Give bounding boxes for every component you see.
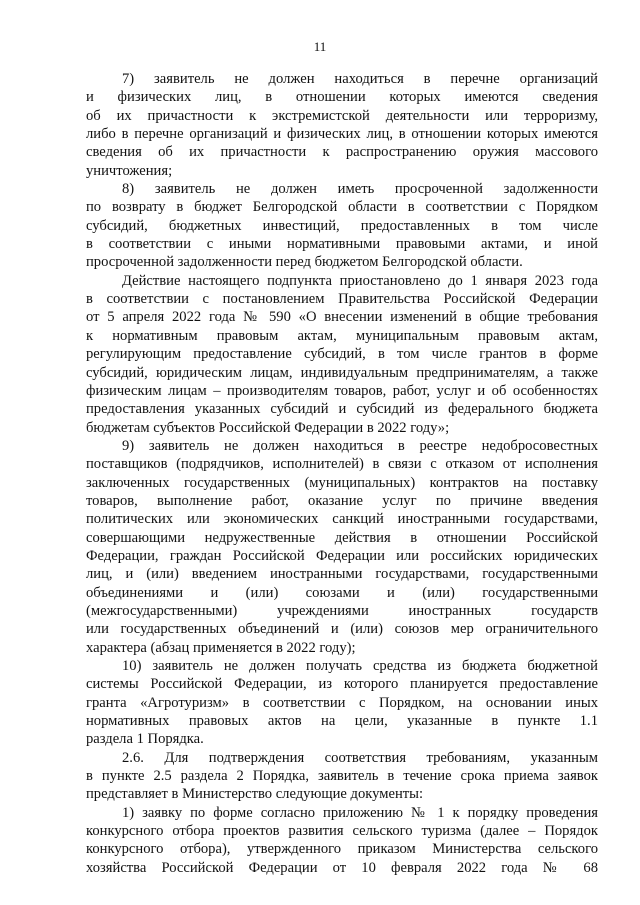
- page-number: 11: [313, 39, 327, 54]
- text-line: субсидий, юридическим лицам, индивидуальным предпринимателям, а также: [86, 364, 598, 381]
- text-line: гранта «Агротуризм» в соответствии с Порядком, на основании иных: [86, 694, 598, 711]
- text-line: предоставления указанных субсидий и субсидий из федерального бюджета: [86, 401, 598, 418]
- text-line: в соответствии с иными нормативными правовыми актами, и иной: [86, 236, 598, 253]
- text-line: конкурсного отбора проектов развития сельского туризма (далее – Порядок: [86, 823, 598, 840]
- text-line: заключенных государственных (муниципальных) контрактов на поставку: [86, 474, 598, 491]
- text-line: либо в перечне организаций и физических лиц, в отношении которых имеются: [86, 126, 598, 143]
- text-line: совершающими недружественные действия в отношении Российской: [86, 529, 598, 546]
- text-line: Действие настоящего подпункта приостановлено до 1 января 2023 года: [122, 272, 598, 289]
- text-line: 10) заявитель не должен получать средства из бюджета бюджетной: [122, 658, 598, 674]
- text-line: 2.6. Для подтверждения соответствия требованиям, указанным: [122, 749, 598, 766]
- text-line: лиц, и (или) введением иностранными государствами, государственными: [86, 566, 598, 583]
- text-line: системы Российской Федерации, из которого планируется предоставление: [86, 676, 598, 693]
- text-line: 8) заявитель не должен иметь просроченной задолженности: [122, 181, 598, 198]
- text-line: субсидий, бюджетных инвестиций, предоставленных в том числе: [86, 217, 598, 234]
- text-line: или государственных объединений и (или) союзов мер ограничительного: [86, 621, 598, 638]
- text-line: раздела 1 Порядка.: [86, 731, 204, 748]
- text-line: и физических лиц, в отношении которых имеются сведения: [86, 89, 598, 106]
- text-line: 9) заявитель не должен находиться в реестре недобросовестных: [122, 437, 598, 454]
- text-line: представляет в Министерство следующие документы:: [86, 786, 424, 803]
- text-line: от 5 апреля 2022 года № 590 «О внесении изменений в общие требования: [86, 309, 598, 326]
- text-line: по возврату в бюджет Белгородской области в соответствии с Порядком: [86, 199, 598, 216]
- text-line: поставщиков (подрядчиков, исполнителей) в связи с отказом от исполнения: [86, 456, 598, 473]
- text-line: (межгосударственными) учреждениями иностранных государств: [86, 602, 598, 619]
- text-line: к нормативным правовым актам, муниципальным правовым актам,: [86, 327, 598, 344]
- text-line: в пункте 2.5 раздела 2 Порядка, заявитель в течение срока приема заявок: [86, 768, 598, 785]
- text-line: Федерации, граждан Российской Федерации или российских юридических: [86, 547, 598, 564]
- text-line: 1) заявку по форме согласно приложению № 1 к порядку проведения: [122, 804, 598, 821]
- text-line: в соответствии с постановлением Правительства Российской Федерации: [86, 291, 598, 308]
- text-line: товаров, выполнение работ, оказание услуг по причине введения: [86, 492, 598, 509]
- text-line: физическим лицам – производителям товаров, работ, услуг и об особенностях: [86, 382, 598, 399]
- text-line: регулирующим предоставление субсидий, в том числе грантов в форме: [86, 346, 598, 363]
- text-line: 7) заявитель не должен находиться в перечне организаций: [122, 71, 598, 87]
- text-line: объединениями и (или) союзами и (или) государственными: [86, 584, 598, 601]
- text-line: просроченной задолженности перед бюджетом Белгородской области.: [86, 254, 523, 271]
- document-body-text: [86, 70, 598, 877]
- text-line: уничтожения;: [86, 162, 173, 179]
- text-line: политических или экономических санкций иностранными государствами,: [86, 511, 598, 528]
- text-line: бюджетам субъектов Российской Федерации в 2022 году»;: [86, 419, 450, 436]
- text-line: сведения об их причастности к распространению оружия массового: [86, 144, 598, 161]
- text-line: характера (абзац применяется в 2022 году);: [86, 639, 356, 656]
- text-line: нормативных правовых актов на цели, указанные в пункте 1.1: [86, 713, 598, 730]
- text-line: конкурсного отбора), утвержденного приказом Министерства сельского: [86, 841, 598, 858]
- text-line: об их причастности к экстремистской деятельности или терроризму,: [86, 107, 598, 124]
- text-line: хозяйства Российской Федерации от 10 февраля 2022 года № 68: [86, 859, 598, 876]
